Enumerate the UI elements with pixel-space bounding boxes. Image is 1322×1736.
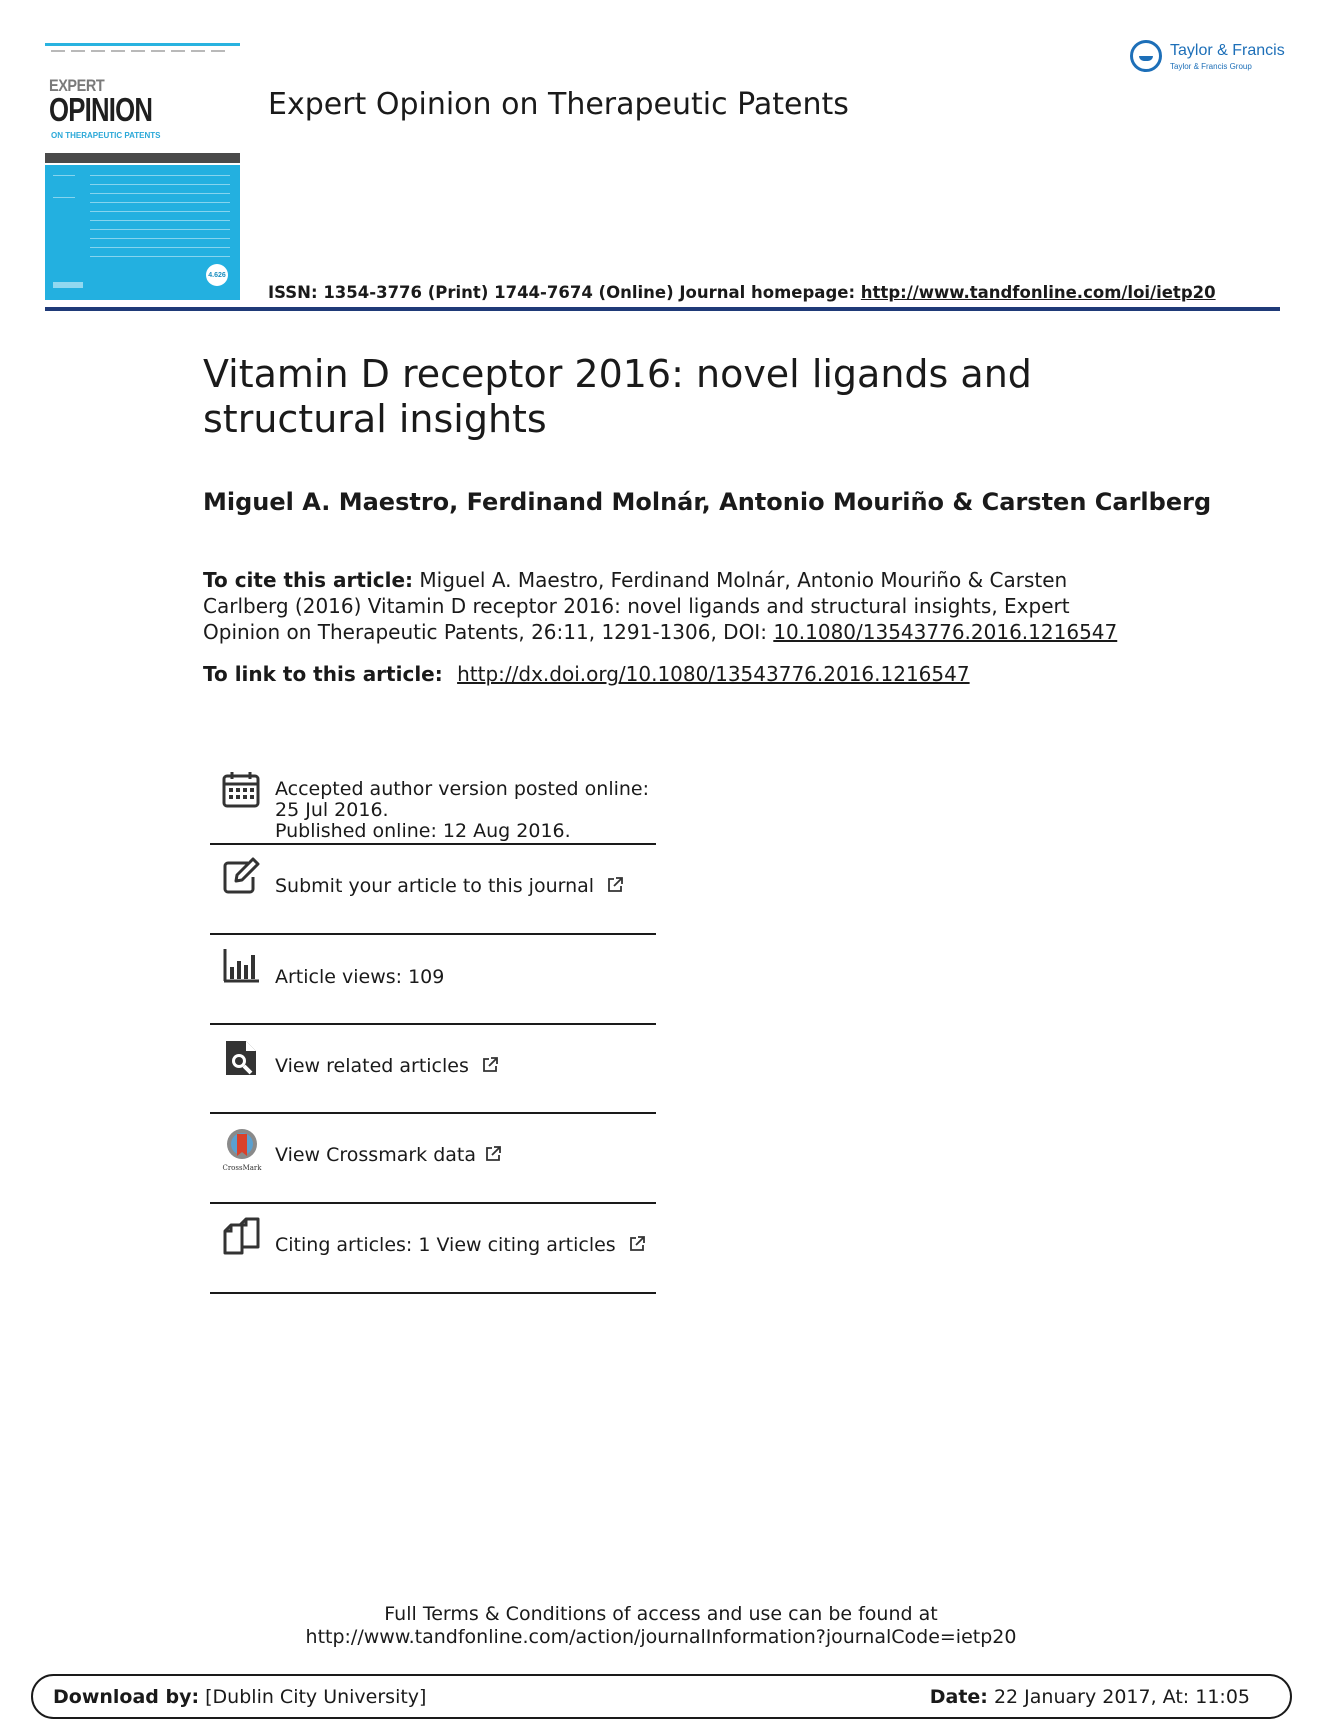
cover-publisher-logo bbox=[53, 282, 83, 288]
cite-label: To cite this article: bbox=[203, 568, 414, 592]
download-info-bar bbox=[31, 1674, 1292, 1719]
terms-url[interactable]: http://www.tandfonline.com/action/journalInformation?journalCode=ietp20 bbox=[305, 1626, 1017, 1648]
external-link-icon bbox=[606, 876, 624, 894]
terms-line1: Full Terms & Conditions of access and use can be found at bbox=[384, 1603, 938, 1625]
edit-icon bbox=[222, 857, 260, 895]
date-text bbox=[275, 779, 655, 842]
calendar-icon bbox=[222, 770, 260, 808]
taylor-francis-logo[interactable] bbox=[1130, 38, 1290, 78]
dates-row bbox=[210, 765, 656, 845]
external-link-icon bbox=[484, 1145, 502, 1163]
link-label: To link to this article: bbox=[203, 662, 443, 686]
related-row[interactable] bbox=[210, 1025, 656, 1114]
documents-icon bbox=[222, 1217, 260, 1255]
external-link-icon bbox=[481, 1056, 499, 1074]
download-by bbox=[53, 1686, 426, 1708]
article-doi-link[interactable]: http://dx.doi.org/10.1080/13543776.2016.1216547 bbox=[457, 662, 970, 686]
issn-text: ISSN: 1354-3776 (Print) 1744-7674 (Online) Journal homepage: bbox=[268, 283, 856, 302]
journal-title: Expert Opinion on Therapeutic Patents bbox=[268, 87, 849, 122]
download-date bbox=[930, 1686, 1250, 1708]
cover-impact-badge: 4.626 bbox=[206, 264, 228, 286]
crossmark-row[interactable] bbox=[210, 1114, 656, 1204]
related-articles-link[interactable]: View related articles bbox=[275, 1055, 469, 1077]
accepted-date: Accepted author version posted online: 25 Jul 2016. bbox=[275, 778, 650, 821]
article-views: Article views: 109 bbox=[275, 966, 445, 988]
terms-conditions bbox=[0, 1603, 1322, 1649]
crossmark-logo-text: CrossMark bbox=[222, 1164, 262, 1172]
article-authors: Miguel A. Maestro, Ferdinand Molnár, Antonio Mouriño & Carsten Carlberg bbox=[203, 488, 1212, 516]
download-institution: [Dublin City University] bbox=[205, 1686, 427, 1708]
bar-chart-icon bbox=[222, 947, 260, 985]
cover-dark-bar bbox=[45, 153, 240, 163]
cite-text: Miguel A. Maestro, Ferdinand Molnár, Antonio Mouriño & Carsten Carlberg (2016) Vitamin D receptor 2016: novel ligands and structural insights, Expert Opinion on Therapeutic Patents, 26:11, 1291-1306, DOI: bbox=[203, 568, 1070, 644]
submit-article-link[interactable]: Submit your article to this journal bbox=[275, 875, 595, 897]
journal-homepage-link[interactable]: http://www.tandfonline.com/loi/ietp20 bbox=[860, 283, 1216, 302]
citing-row[interactable] bbox=[210, 1204, 656, 1294]
article-link-line bbox=[203, 662, 970, 686]
article-title: Vitamin D receptor 2016: novel ligands and structural insights bbox=[203, 352, 1032, 441]
cite-doi-link[interactable]: 10.1080/13543776.2016.1216547 bbox=[773, 620, 1118, 644]
publisher-group: Taylor & Francis Group bbox=[1170, 62, 1252, 71]
cover-title-line2: OPINION bbox=[49, 91, 153, 128]
published-date: Published online: 12 Aug 2016. bbox=[275, 820, 571, 842]
publisher-name: Taylor & Francis bbox=[1170, 42, 1285, 59]
citation-block bbox=[203, 567, 1143, 645]
cover-blue-panel bbox=[45, 165, 240, 300]
external-link-icon bbox=[628, 1235, 646, 1253]
cover-subtitle: ON THERAPEUTIC PATENTS bbox=[51, 131, 161, 140]
views-row bbox=[210, 935, 656, 1025]
document-search-icon bbox=[222, 1039, 260, 1077]
cover-top-line bbox=[45, 43, 240, 46]
crossmark-icon bbox=[222, 1128, 262, 1172]
citing-articles-link[interactable]: Citing articles: 1 View citing articles bbox=[275, 1234, 616, 1256]
date-label: Date: bbox=[929, 1686, 988, 1708]
cover-title-line1: EXPERT bbox=[49, 76, 105, 95]
header-divider bbox=[45, 307, 1280, 311]
cover-meta-text bbox=[51, 50, 231, 52]
publisher-logo-icon bbox=[1130, 40, 1162, 72]
issn-line bbox=[268, 283, 1216, 302]
journal-cover-image bbox=[45, 43, 240, 300]
submit-row[interactable] bbox=[210, 845, 656, 935]
download-label: Download by: bbox=[53, 1686, 200, 1708]
date-value: 22 January 2017, At: 11:05 bbox=[993, 1686, 1250, 1708]
article-info-box bbox=[210, 765, 656, 1294]
crossmark-data-link[interactable]: View Crossmark data bbox=[275, 1144, 477, 1166]
